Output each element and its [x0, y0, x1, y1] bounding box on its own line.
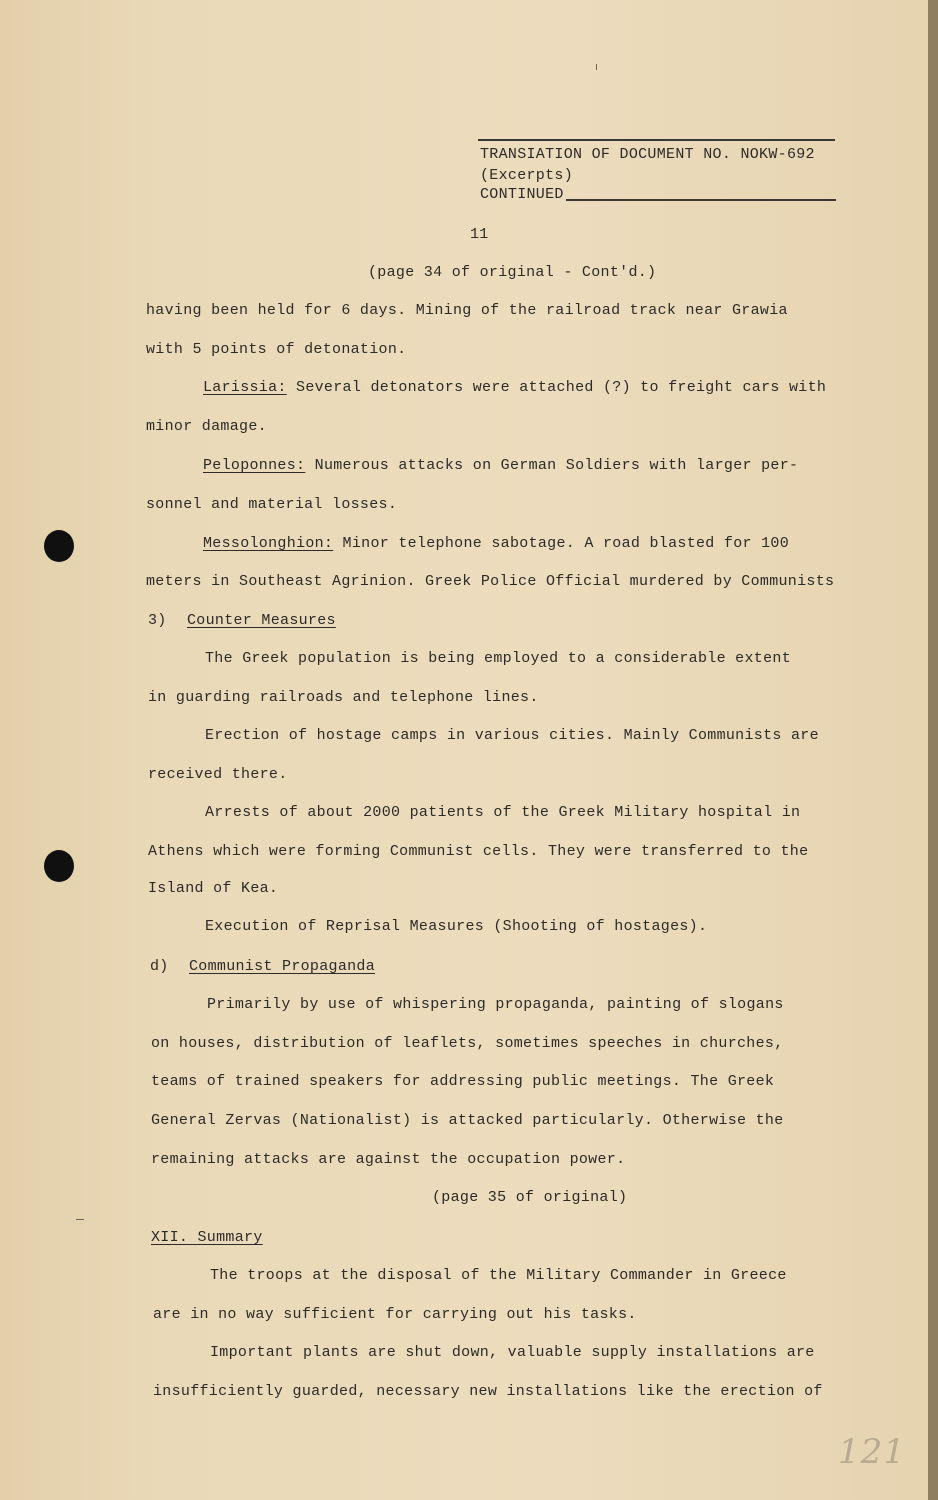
page-edge-shadow: [928, 0, 938, 1500]
body-line: meters in Southeast Agrinion. Greek Police Official murdered by Communists: [146, 573, 835, 590]
body-line: on houses, distribution of leaflets, sometimes speeches in churches,: [151, 1035, 784, 1052]
larissia-label: Larissia:: [203, 379, 287, 396]
margin-tick: [596, 64, 597, 70]
messolonghion-label: Messolonghion:: [203, 535, 334, 552]
body-line: Erection of hostage camps in various cities. Mainly Communists are: [205, 727, 819, 744]
body-line: General Zervas (Nationalist) is attacked particularly. Otherwise the: [151, 1112, 784, 1129]
body-line: minor damage.: [146, 418, 267, 435]
body-line: teams of trained speakers for addressing public meetings. The Greek: [151, 1073, 775, 1090]
summary-line: are in no way sufficient for carrying out his tasks.: [153, 1306, 637, 1323]
summary-line: The troops at the disposal of the Military Commander in Greece: [210, 1267, 787, 1284]
summary-line: insufficiently guarded, necessary new installations like the erection of: [153, 1383, 823, 1400]
body-line: Several detonators were attached (?) to freight cars with: [296, 379, 827, 396]
body-line: sonnel and material losses.: [146, 496, 398, 513]
body-line: Arrests of about 2000 patients of the Greek Military hospital in: [205, 804, 801, 821]
body-line: remaining attacks are against the occupation power.: [151, 1151, 626, 1168]
header-continued: CONTINUED: [480, 186, 564, 203]
body-line: having been held for 6 days. Mining of the railroad track near Grawia: [146, 302, 788, 319]
header-excerpts: (Excerpts): [480, 167, 574, 184]
header-top-rule: [478, 139, 835, 141]
punch-hole-upper: [44, 530, 74, 562]
body-line: Minor telephone sabotage. A road blasted for 100: [342, 535, 790, 552]
summary-heading: XII. Summary: [151, 1229, 263, 1246]
section-number-d: d): [150, 958, 169, 975]
section-label-messolonghion: [203, 535, 789, 553]
page-number: 11: [470, 226, 489, 243]
section-number-3: 3): [148, 612, 167, 629]
body-line: with 5 points of detonation.: [146, 341, 407, 358]
body-line: in guarding railroads and telephone lines.: [148, 689, 539, 706]
pencil-page-number: 121: [838, 1432, 906, 1472]
page-reference-top: (page 34 of original - Cont'd.): [368, 264, 657, 281]
body-line: Primarily by use of whispering propaganda, painting of slogans: [207, 996, 784, 1013]
page-reference-mid: (page 35 of original): [432, 1189, 628, 1206]
section-heading-counter-measures: Counter Measures: [187, 612, 336, 629]
body-line: Island of Kea.: [148, 880, 279, 897]
header-bottom-rule: [566, 199, 836, 201]
peloponnes-label: Peloponnes:: [203, 457, 306, 474]
summary-line: Important plants are shut down, valuable supply installations are: [210, 1344, 815, 1361]
section-heading-communist-propaganda: Communist Propaganda: [189, 958, 376, 975]
header-title: TRANSIATION OF DOCUMENT NO. NOKW-692: [480, 146, 815, 163]
punch-hole-lower: [44, 850, 74, 882]
body-line: Numerous attacks on German Soldiers with larger per-: [314, 457, 799, 474]
section-label-peloponnes: [203, 457, 798, 475]
body-line: received there.: [148, 766, 288, 783]
section-label-larissia: [203, 379, 826, 397]
body-line: Execution of Reprisal Measures (Shooting of hostages).: [205, 918, 708, 935]
body-line: The Greek population is being employed to a considerable extent: [205, 650, 791, 667]
body-line: Athens which were forming Communist cells. They were transferred to the: [148, 843, 809, 860]
margin-tick: [76, 1219, 84, 1220]
